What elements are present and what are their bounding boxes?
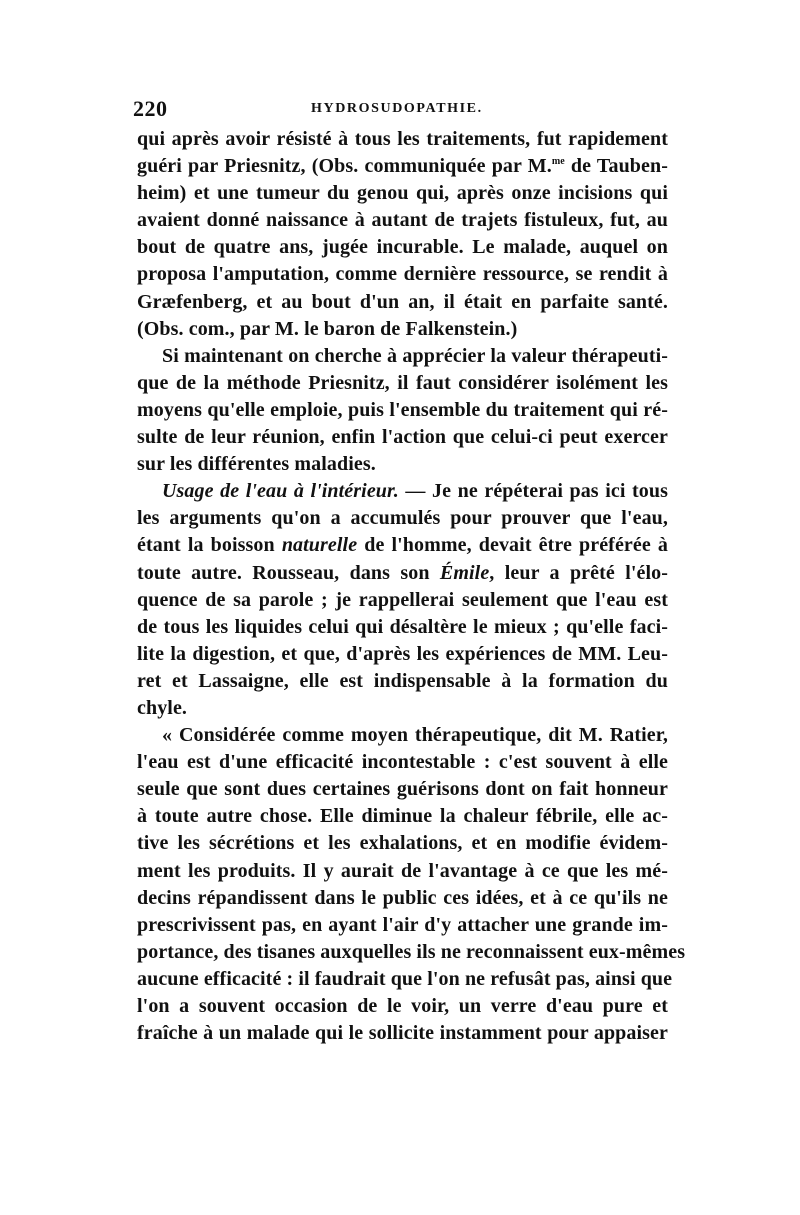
section-heading-line: Usage de l'eau à l'intérieur. — Je ne répéterai pas ici tous bbox=[162, 480, 668, 503]
text-line: proposa l'amputation, comme dernière ressource, se rendit à bbox=[137, 263, 668, 286]
text-line: qui après avoir résisté à tous les traitements, fut rapidement bbox=[137, 128, 668, 150]
text-line: toute autre. Rousseau, dans son Émile, leur a prêté l'élo- bbox=[137, 561, 668, 584]
text-line: ret et Lassaigne, elle est indispensable à la formation du bbox=[137, 669, 668, 692]
text-line: lite la digestion, et que, d'après les expériences de MM. Leu- bbox=[137, 642, 668, 665]
text-line: « Considérée comme moyen thérapeutique, dit M. Ratier, bbox=[162, 724, 668, 747]
text-line: étant la boisson naturelle de l'homme, devait être préférée à bbox=[137, 534, 669, 557]
text-line: quence de sa parole ; je rappellerai seulement que l'eau est bbox=[137, 588, 668, 611]
text-line: aucune efficacité : il faudrait que l'on ne refusât pas, ainsi que bbox=[137, 967, 673, 990]
text-line: l'eau est d'une efficacité incontestable : c'est souvent à elle bbox=[137, 751, 668, 774]
text-line: avaient donné naissance à autant de trajets fistuleux, fut, au bbox=[137, 209, 668, 232]
running-title: HYDROSUDOPATHIE. bbox=[311, 101, 483, 116]
body-text bbox=[137, 126, 686, 1047]
text-line: ment les produits. Il y aurait de l'avantage à ce que les mé- bbox=[137, 859, 668, 882]
text-line: sur les différentes maladies. bbox=[137, 453, 376, 476]
text-line: seule que sont dues certaines guérisons dont on fait honneur bbox=[137, 778, 668, 801]
text-line: moyens qu'elle emploie, puis l'ensemble du traitement qui ré- bbox=[137, 398, 668, 421]
text-line: chyle. bbox=[137, 696, 188, 719]
text-line: de tous les liquides celui qui désaltère le mieux ; qu'elle faci- bbox=[137, 615, 668, 638]
text-line: decins répandissent dans le public ces idées, et à ce qu'ils ne bbox=[137, 886, 668, 909]
text-line: fraîche à un malade qui le sollicite instamment pour appaiser bbox=[137, 1022, 668, 1045]
text-line: Si maintenant on cherche à apprécier la valeur thérapeuti- bbox=[162, 344, 668, 367]
section-heading: Usage de l'eau à l'intérieur. bbox=[162, 480, 399, 503]
running-head bbox=[133, 96, 668, 126]
superscript: me bbox=[551, 156, 565, 168]
text-line: les arguments qu'on a accumulés pour prouver que l'eau, bbox=[137, 507, 668, 530]
text-line: à toute autre chose. Elle diminue la chaleur fébrile, elle ac- bbox=[137, 805, 668, 828]
text-line: (Obs. com., par M. le baron de Falkenstein.) bbox=[137, 317, 518, 340]
text-line: portance, des tisanes auxquelles ils ne reconnaissent eux-mêmes bbox=[137, 940, 686, 963]
text-line: sulte de leur réunion, enfin l'action que celui-ci peut exercer bbox=[137, 426, 668, 449]
text-line: tive les sécrétions et les exhalations, et en modifie évidem- bbox=[137, 832, 668, 855]
text-line: Græfenberg, et au bout d'un an, il était en parfaite santé. bbox=[137, 290, 668, 313]
text-line: guéri par Priesnitz, (Obs. communiquée par M.$^{me}$ de Tauben- bbox=[137, 155, 668, 178]
text-line: heim) et une tumeur du genou qui, après onze incisions qui bbox=[137, 182, 668, 205]
text-line: bout de quatre ans, jugée incurable. Le malade, auquel on bbox=[137, 236, 668, 259]
text-line: prescrivissent pas, en ayant l'air d'y attacher une grande im- bbox=[137, 913, 668, 936]
text-line: que de la méthode Priesnitz, il faut considérer isolément les bbox=[137, 371, 668, 394]
text-line: l'on a souvent occasion de le voir, un verre d'eau pure et bbox=[137, 995, 668, 1017]
page-number: 220 bbox=[133, 96, 168, 121]
